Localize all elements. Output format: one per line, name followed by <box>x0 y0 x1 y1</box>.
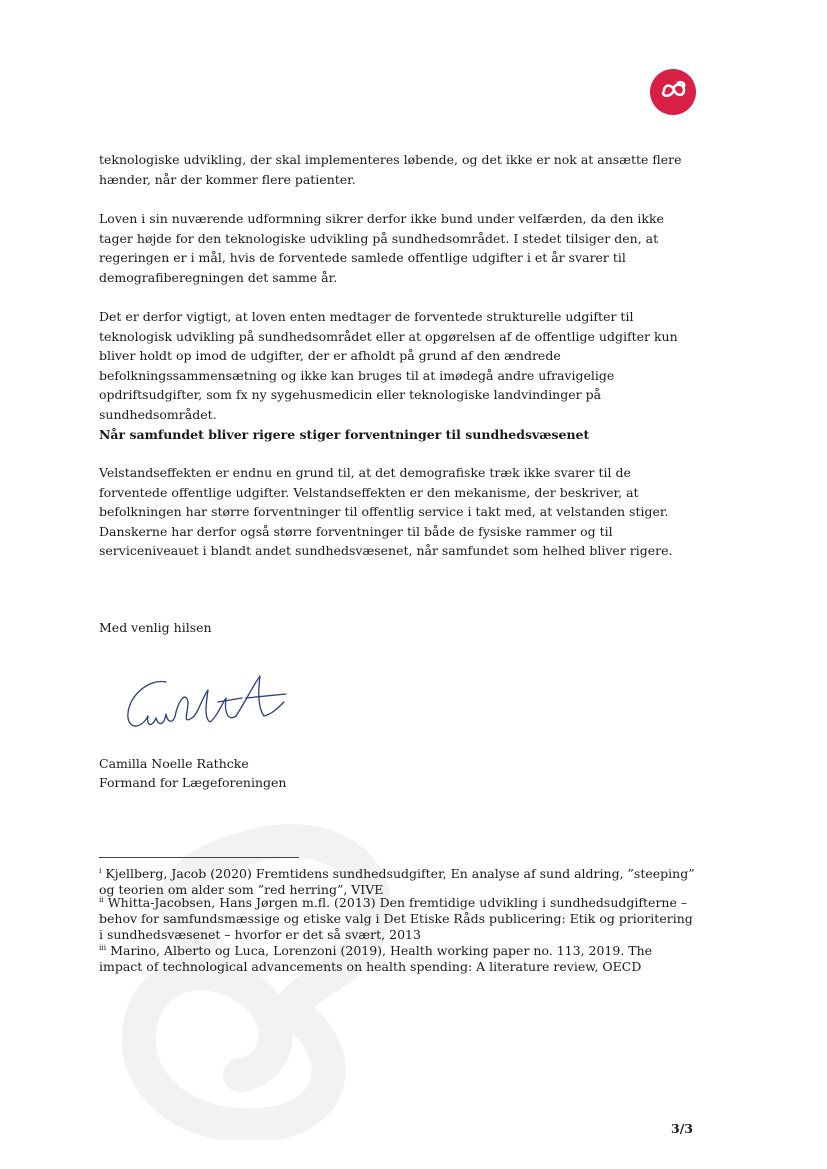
footnote-marker: ii <box>99 895 104 904</box>
serpent-watermark <box>90 810 410 1140</box>
footnote-iii <box>99 943 699 975</box>
footnote-text: Kjellberg, Jacob (2020) Fremtidens sundhedsudgifter, En analyse af sund aldring, ”steeping” og teorien om alder som ”red herring”, VIVE <box>99 866 695 897</box>
footnote-ii <box>99 895 699 943</box>
paragraph-wealth-effect: Velstandseffekten er endnu en grund til, at det demografiske træk ikke svarer til de forventede offentlige udgifter. Velstandseffekten er den mekanisme, der beskriver, at befolkningen har større forventninger til offentlig service i takt med, at velstanden stiger. Danskerne har derfor også større forventninger til både de fysiske rammer og til serviceniveauet i blandt andet sundhedsvæsenet, når samfundet som helhed bliver rigere. <box>99 465 673 559</box>
footnote-divider <box>99 857 299 858</box>
handwritten-signature <box>118 668 298 738</box>
closing-greeting: Med venlig hilsen <box>99 620 212 635</box>
footnote-marker: iii <box>99 943 107 952</box>
paragraph-recommendation: Det er derfor vigtigt, at loven enten medtager de forventede strukturelle udgifter til teknologisk udvikling på sundhedsområdet eller at opgørelsen af de offentlige udgifter kun bliver holdt op imod de udgifter, der er afholdt på grund af den ændrede befolkningssammensætning og ikke kan bruges til at imødegå andre ufravigelige opdriftsudgifter, som fx ny sygehusmedicin eller teknologiske landvindinger på sundhedsområdet. <box>99 309 678 422</box>
section-heading: Når samfundet bliver rigere stiger forventninger til sundhedsvæsenet <box>99 427 590 442</box>
footnote-text: Marino, Alberto og Luca, Lorenzoni (2019), Health working paper no. 113, 2019. The impact of technological advancements on health spending: A literature review, OECD <box>99 943 653 974</box>
serpent-logo-icon <box>650 69 696 115</box>
footnote-i <box>99 866 699 898</box>
paragraph-technology-intro: teknologiske udvikling, der skal implementeres løbende, og det ikke er nok at ansætte flere hænder, når der kommer flere patienter. <box>99 152 682 187</box>
footnote-marker: i <box>99 866 102 875</box>
footnote-text: Whitta-Jacobsen, Hans Jørgen m.fl. (2013) Den fremtidige udvikling i sundhedsudgifterne – behov for samfundsmæssige og etiske valg i Det Etiske Råds publicering: Etik og prioritering i sundhedsvæsenet – hvorfor er det så svært, 2013 <box>99 895 693 942</box>
signer-name: Camilla Noelle Rathcke <box>99 756 249 771</box>
page-number: 3/3 <box>671 1121 693 1136</box>
paragraph-law-critique: Loven i sin nuværende udformning sikrer derfor ikke bund under velfærden, da den ikke tager højde for den teknologiske udvikling på sundhedsområdet. I stedet tilsiger den, at regeringen er i mål, hvis de forventede samlede offentlige udgifter i et år svarer til demografiberegningen det samme år. <box>99 211 664 285</box>
signer-title: Formand for Lægeforeningen <box>99 775 287 790</box>
